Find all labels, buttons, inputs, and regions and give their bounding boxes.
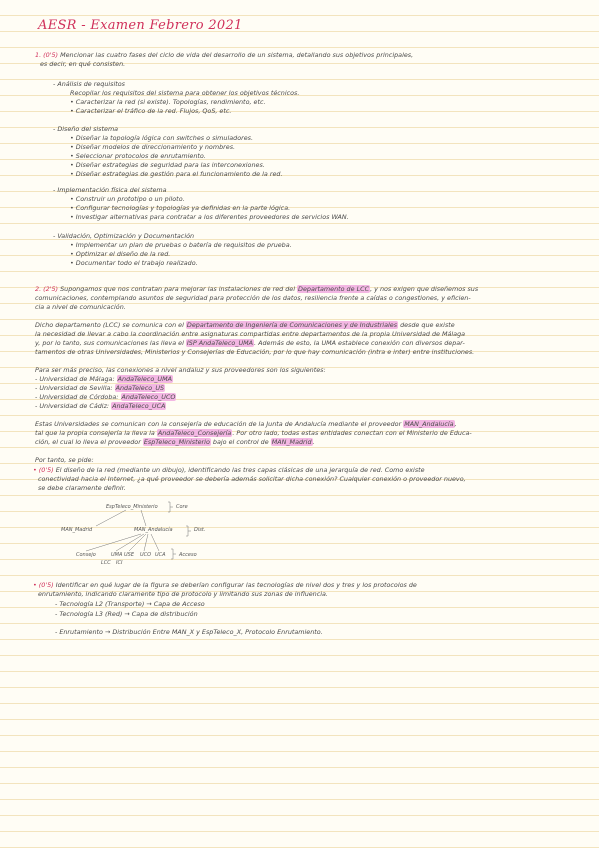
page-title: AESR - Examen Febrero 2021 [38,18,243,33]
sub2-answer-3: - Enrutamiento → Distribución Entre MAN_X y EspTeleco_X, Protocolo Enrutamiento. [55,628,323,636]
uni-label: - Universidad de Málaga: [35,375,117,383]
node-man-madrid: MAN_Madrid [61,527,93,533]
sub2-points: • (0'5) [33,581,54,589]
por-tanto: Por tanto, se pide: [35,456,94,464]
uni-sevilla [35,384,165,392]
q2-p4-line-2 [35,429,472,437]
node-ministerio: EspTeleco_Ministerio [106,504,158,510]
node-uca: UCA [155,552,166,558]
phase-2-title: - Diseño del sistema [53,125,119,133]
q1-line-1 [35,51,413,59]
dist-label: Dist. [194,527,206,533]
uni-label: - Universidad de Sevilla: [35,384,115,392]
phase-2-item-3: • Seleccionar protocolos de enrutamiento. [70,152,206,160]
phase-1-item-2: • Caracterizar la red (si existe). Topologías, rendimiento, etc. [70,98,266,106]
q2-number: 2. [35,285,42,293]
q2-p2-text-end: desde que existe [398,321,455,329]
phase-1-item-1: Recopilar los requisitos del sistema para obtener los objetivos técnicos. [70,89,300,97]
sub2-line-1 [33,581,417,589]
node-man-andalucia: MAN_Andalucía [134,527,173,533]
sub2-answer-1: - Tecnología L2 (Transporte) → Capa de Acceso [55,600,205,608]
uni-malaga [35,375,173,383]
sub2-answer-2: - Tecnología L3 (Red) → Capa de distribución [55,610,198,618]
q2-p1-text: Supongamos que nos contratan para mejorar las instalaciones de red del [60,285,298,293]
q2-p2-line-3 [35,339,465,347]
highlight-consejeria: AndaTeleco_Consejería [157,429,232,437]
provider-badge: AndaTeleco_UMA [117,375,172,383]
phase-4-item-3: • Documentar todo el trabajo realizado. [70,259,198,267]
q2-p4-text: Estas Universidades se comunican con la consejería de educación de la Junta de Andalucía mediante el proveedor [35,420,404,428]
highlight-ministerio: EspTeleco_Ministerio [143,438,210,446]
phase-3-item-2: • Configurar tecnologías y topologías ya definidas en la parte lógica. [70,204,291,212]
core-label: Core [176,504,188,510]
q2-p1-text-end: , y nos exigen que diseñemos sus [370,285,479,293]
q2-p2-text: Dicho departamento (LCC) se comunica con el [35,321,186,329]
phase-2-item-5: • Diseñar estrategias de gestión para el funcionamiento de la red. [70,170,283,178]
node-uco: UCO [140,552,152,558]
phase-2-item-4: • Diseñar estrategias de seguridad para las interconexiones. [70,161,265,169]
phase-3-item-1: • Construir un prototipo o un piloto. [70,195,185,203]
q2-p4-text-3: ción, el cual lo lleva el proveedor [35,438,143,446]
phase-4-item-1: • Implementar un plan de pruebas o batería de requisitos de prueba. [70,241,292,249]
access-label: Acceso [179,552,197,558]
q2-p2-text-3-end: . Además de esto, la UMA establece conexión con diversos depar- [254,339,465,347]
uni-label: - Universidad de Córdoba: [35,393,121,401]
sub1-line-2: conectividad hacia el Internet, ¿a qué proveedor se debería además solicitar dicha conexión? Cualquier conexión o proveedor nuevo, [38,475,466,483]
q2-p4-text-2-end: . Por otro lado, todas estas entidades conectan con el Ministerio de Educa- [232,429,472,437]
sub1-line-1 [33,466,425,474]
q2-p4-text-2: tal que la propia consejería la lleva la [35,429,157,437]
phase-2-item-2: • Diseñar modelos de direccionamiento y nombres. [70,143,236,151]
q2-p2-line-4: tamentos de otras Universidades, Ministerios y Consejerías de Educación, por lo que hay comunicación (intra e inter) entre instituciones. [35,348,475,356]
phase-1-item-3: • Caracterizar el tráfico de la red. Flujos, QoS, etc. [70,107,232,115]
q1-text-1: Mencionar las cuatro fases del ciclo de vida del desarrollo de un sistema, detallando sus objetivos principales, [60,51,414,59]
phase-3-item-3: • Investigar alternativas para contratar a los diferentes proveedores de servicios WAN. [70,213,349,221]
q2-p4-period: . [312,438,315,446]
q1-number: 1. [35,51,42,59]
q2-p4-text-3-end: bajo el control de [210,438,271,446]
q2-points: (2'5) [43,285,59,293]
q1-points: (0'5) [43,51,59,59]
uni-label: - Universidad de Cádiz: [35,402,112,410]
phase-3-title: - Implementación física del sistema [53,186,167,194]
phase-1-title: - Análisis de requisitos [53,80,126,88]
phase-2-item-1: • Diseñar la topología lógica con switches o simuladores. [70,134,254,142]
highlight-dept: Departamento de Ingeniería de Comunicaciones y de Industriales [186,321,398,329]
q2-p2-text-3: y, por lo tanto, sus comunicaciones las lleva el [35,339,186,347]
sub1-text-1: El diseño de la red (mediante un dibujo), identificando las tres capas clásicas de una jerarquía de red. Como existe [55,466,425,474]
phase-4-item-2: • Optimizar el diseño de la red. [70,250,171,258]
q2-p4-line-3 [35,438,315,446]
q1-text-2: es decir, en qué consisten. [40,60,126,68]
sub1-points: • (0'5) [33,466,54,474]
node-ici: ICI [116,560,123,566]
sub1-line-3: se debe claramente definir. [38,484,126,492]
q2-p3-intro: Para ser más preciso, las conexiones a nivel andaluz y sus proveedores son los siguientes: [35,366,326,374]
q2-p2-line-1 [35,321,455,329]
q2-p2-line-2: la necesidad de llevar a cabo la coordinación entre asignaturas compartidas entre departamentos de la propia Universidad de Málaga [35,330,466,338]
q2-p1-line-2: comunicaciones, contemplando asuntos de seguridad para protección de los datos, resiliencia frente a caídas o congestiones, y eficien- [35,294,471,302]
highlight-man-madrid: MAN_Madrid [271,438,312,446]
node-uma: UMA [111,552,123,558]
q2-p1-line-3: cia a nivel de comunicación. [35,303,126,311]
q2-p4-line-1 [35,420,457,428]
q2-p4-text-end: , [454,420,457,428]
q2-line-1 [35,285,478,293]
uni-cadiz [35,402,166,410]
provider-badge: AndaTeleco_UCA [112,402,166,410]
sub2-text-1: Identificar en qué lugar de la figura se deberían configurar las tecnologías de nivel dos y tres y los protocolos de [55,581,417,589]
node-use: USE [124,552,134,558]
highlight-lcc: Departamento de LCC [298,285,370,293]
highlight-man-andalucia: MAN_Andalucía [404,420,454,428]
node-lcc: LCC [101,560,111,566]
phase-4-title: - Validación, Optimización y Documentación [53,232,195,240]
uni-cordoba [35,393,176,401]
network-diagram [56,496,246,566]
highlight-isp: ISP AndaTeleco_UMA [186,339,254,347]
provider-badge: AndaTeleco_UCO [121,393,176,401]
node-consejo: Consejo [76,552,96,558]
provider-badge: AndaTeleco_US [115,384,165,392]
sub2-line-2: enrutamiento, indicando claramente tipo de protocolo y limitando sus zonas de influencia. [38,590,328,598]
